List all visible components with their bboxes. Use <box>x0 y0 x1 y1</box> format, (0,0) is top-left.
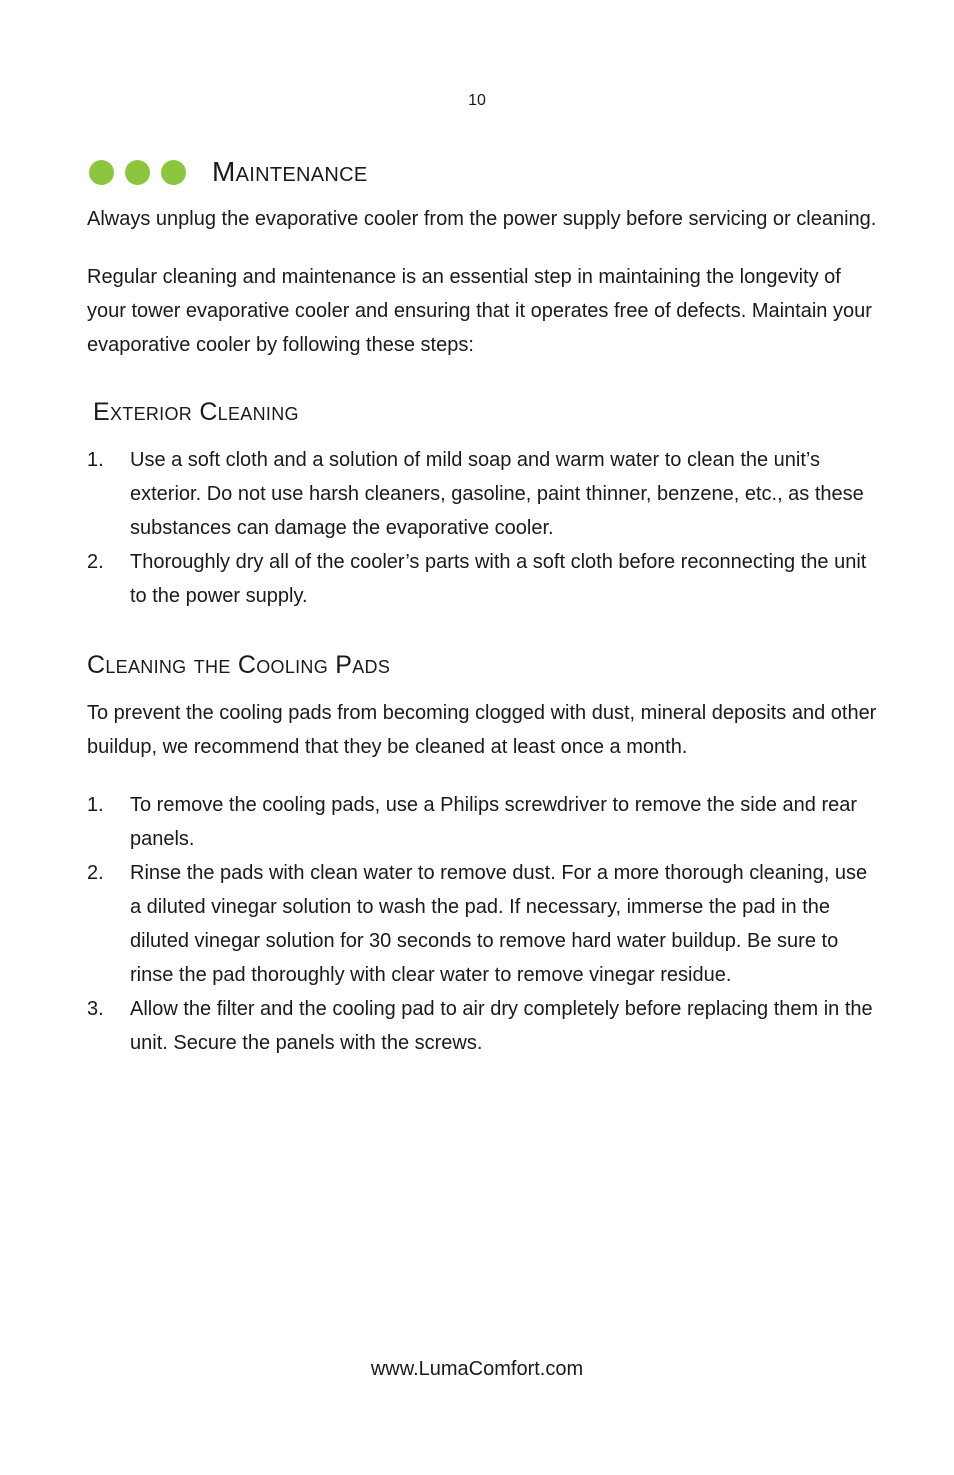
cooling-pads-steps <box>87 788 877 1060</box>
green-dot-icon <box>89 160 114 185</box>
step-text: Use a soft cloth and a solution of mild soap and warm water to clean the unit’s exterior. Do not use harsh cleaners, gasoline, paint thinner, benzene, etc., as these substances can damage the evaporative cooler. <box>130 449 864 539</box>
maintenance-intro: Regular cleaning and maintenance is an essential step in maintaining the longevity of your tower evaporative cooler and ensuring that it operates free of defects. Maintain your evaporative cooler by following these steps: <box>87 266 872 356</box>
cooling-pads-intro: To prevent the cooling pads from becoming clogged with dust, mineral deposits and other buildup, we recommend that they be cleaned at least once a month. <box>87 702 877 758</box>
step-number: 2. <box>87 862 104 884</box>
list-item <box>87 545 877 613</box>
green-dot-icon <box>161 160 186 185</box>
list-item <box>87 443 877 545</box>
step-text: Thoroughly dry all of the cooler’s parts with a soft cloth before reconnecting the unit to the power supply. <box>130 551 867 607</box>
step-number: 1. <box>87 794 104 816</box>
exterior-cleaning-steps <box>87 443 877 613</box>
exterior-cleaning-heading: Exterior Cleaning <box>93 398 299 426</box>
step-number: 3. <box>87 998 104 1020</box>
cooling-pads-heading: Cleaning the Cooling Pads <box>87 651 391 679</box>
step-text: Allow the filter and the cooling pad to air dry completely before replacing them in the unit. Secure the panels with the screws. <box>130 998 873 1054</box>
unplug-warning: Always unplug the evaporative cooler from the power supply before servicing or cleaning. <box>87 208 877 230</box>
title-row <box>89 150 877 194</box>
page-title: Maintenance <box>212 156 368 187</box>
footer-url: www.LumaComfort.com <box>370 1358 584 1380</box>
step-number: 2. <box>87 551 104 573</box>
page-content <box>87 150 877 1060</box>
page-number: 10 <box>468 92 486 109</box>
list-item <box>87 788 877 856</box>
step-number: 1. <box>87 449 104 471</box>
green-dot-icon <box>125 160 150 185</box>
list-item <box>87 856 877 992</box>
step-text: Rinse the pads with clean water to remove dust. For a more thorough cleaning, use a diluted vinegar solution to wash the pad. If necessary, immerse the pad in the diluted vinegar solution for 30 seconds to remove hard water buildup. Be sure to rinse the pad thoroughly with clear water to remove vinegar residue. <box>130 862 868 986</box>
decorative-dots <box>89 160 186 185</box>
step-text: To remove the cooling pads, use a Philips screwdriver to remove the side and rear panels. <box>130 794 858 850</box>
list-item <box>87 992 877 1060</box>
